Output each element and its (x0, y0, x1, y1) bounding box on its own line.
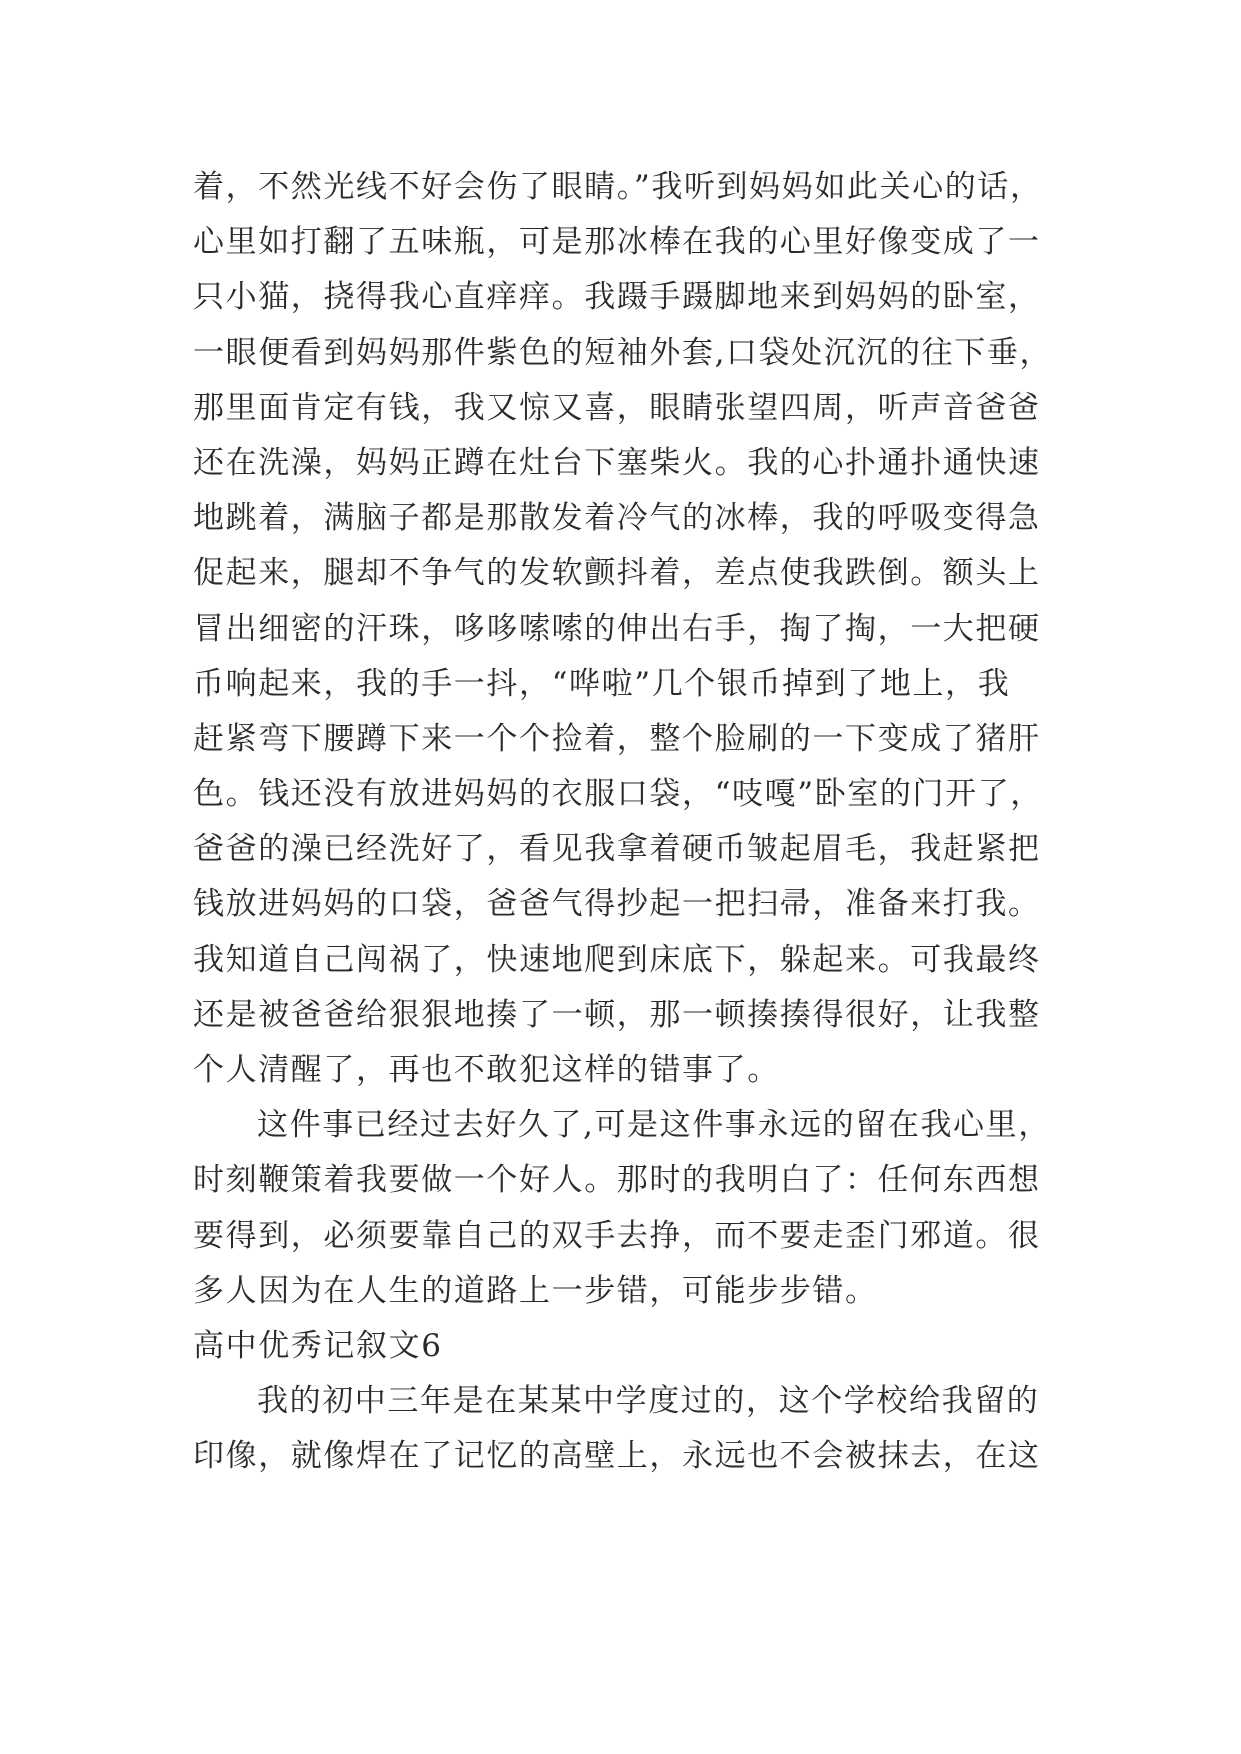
text-line: 还在洗澡，妈妈正蹲在灶台下塞柴火。我的心扑通扑通快速 (193, 444, 1041, 481)
text-line: 我知道自己闯祸了，快速地爬到床底下，躲起来。可我最终 (193, 941, 1041, 978)
text-line: 那里面肯定有钱，我又惊又喜，眼睛张望四周，听声音爸爸 (193, 389, 1041, 426)
text-line: 印像，就像焊在了记忆的高壁上，永远也不会被抹去，在这 (193, 1438, 1041, 1475)
text-line: 只小猫，挠得我心直痒痒。我蹑手蹑脚地来到妈妈的卧室， (193, 279, 1041, 316)
document-body (193, 160, 1069, 1485)
text-line: 个人清醒了，再也不敢犯这样的错事了。 (193, 1052, 780, 1088)
text-line: 地跳着，满脑子都是那散发着冷气的冰棒，我的呼吸变得急 (193, 500, 1041, 537)
text-line: 冒出细密的汗珠，哆哆嗦嗦的伸出右手，掏了掏，一大把硬 (193, 610, 1041, 647)
text-line: 爸爸的澡已经洗好了，看见我拿着硬币皱起眉毛，我赶紧把 (193, 831, 1041, 868)
text-line: 钱放进妈妈的口袋，爸爸气得抄起一把扫帚，准备来打我。 (193, 886, 1041, 923)
paragraph (193, 160, 1069, 1098)
text-line: 要得到，必须要靠自己的双手去挣，而不要走歪门邪道。很 (193, 1217, 1041, 1254)
text-line: 赶紧弯下腰蹲下来一个个捡着，整个脸刷的一下变成了猪肝 (193, 720, 1041, 757)
text-line: 时刻鞭策着我要做一个好人。那时的我明白了：任何东西想 (193, 1162, 1041, 1199)
section-title: 高中优秀记叙文6 (193, 1327, 443, 1364)
paragraph (193, 1098, 1069, 1319)
text-line: 着，不然光线不好会伤了眼睛。”我听到妈妈如此关心的话， (193, 169, 1043, 205)
paragraph (193, 1374, 1069, 1484)
text-line: 还是被爸爸给狠狠地揍了一顿，那一顿揍揍得很好，让我整 (193, 996, 1041, 1033)
text-line: 多人因为在人生的道路上一步错，可能步步错。 (193, 1272, 878, 1309)
text-line: 色。钱还没有放进妈妈的衣服口袋，“吱嘎”卧室的门开了， (193, 776, 1043, 813)
text-line: 心里如打翻了五味瓶，可是那冰棒在我的心里好像变成了一 (193, 224, 1041, 261)
text-line: 一眼便看到妈妈那件紫色的短袖外套,口袋处沉沉的往下垂， (193, 334, 1053, 371)
text-line: 币响起来，我的手一抖，“哗啦”几个银币掉到了地上，我 (193, 665, 1011, 702)
text-line: 这件事已经过去好久了,可是这件事永远的留在我心里， (257, 1107, 1051, 1144)
text-line: 促起来，腿却不争气的发软颤抖着，差点使我跌倒。额头上 (193, 555, 1041, 592)
text-line: 我的初中三年是在某某中学度过的，这个学校给我留的 (257, 1383, 1040, 1420)
